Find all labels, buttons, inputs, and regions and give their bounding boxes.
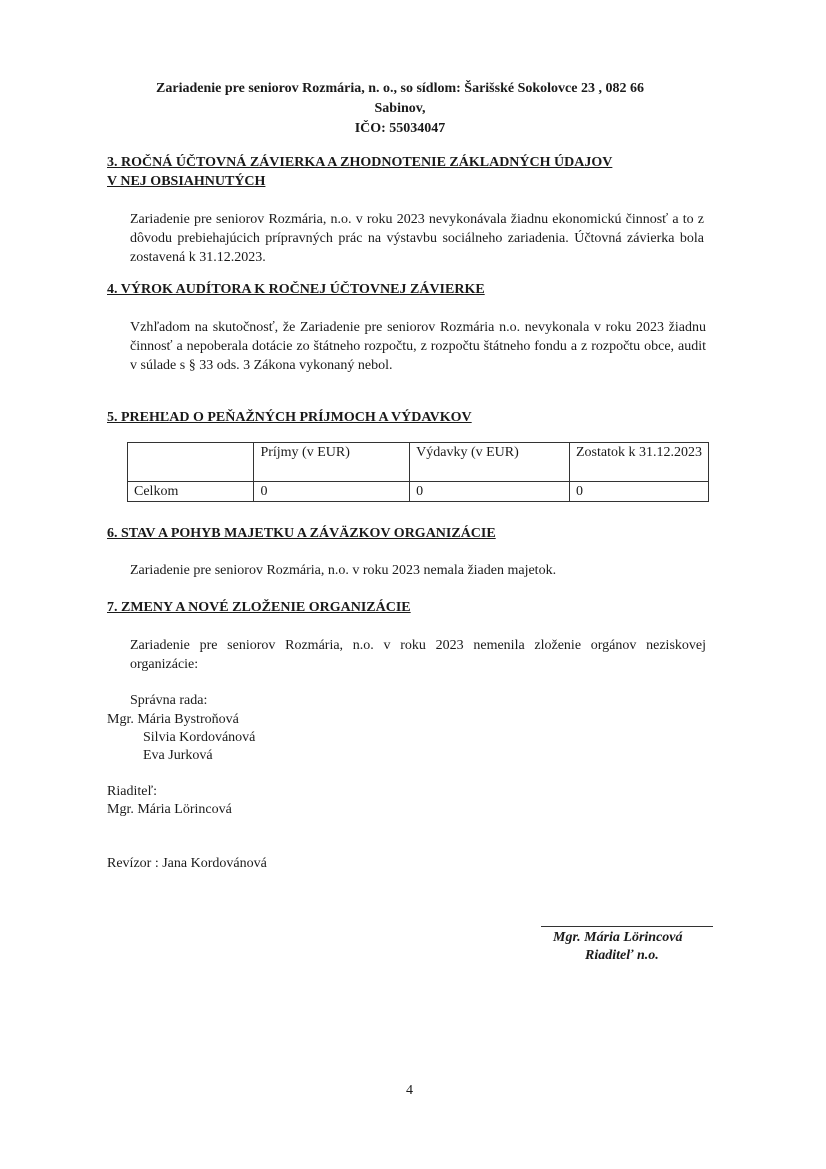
section6-heading: 6. STAV A POHYB MAJETKU A ZÁVÄZKOV ORGANIZÁCIE (107, 526, 496, 541)
section3-heading-line2: V NEJ OBSIAHNUTÝCH (107, 174, 266, 189)
table-cell: 0 (570, 482, 709, 502)
table-cell: Celkom (128, 482, 254, 502)
auditor: Revízor : Jana Kordovánová (107, 856, 267, 871)
org-header-line2: Sabinov, (374, 101, 426, 116)
signature-title: Riaditeľ n.o. (585, 948, 659, 963)
table-cell: 0 (254, 482, 410, 502)
section6-text: Zariadenie pre seniorov Rozmária, n.o. v roku 2023 nemala žiaden majetok. (130, 563, 557, 578)
director-label: Riaditeľ: (107, 784, 158, 799)
table-header-cell: Príjmy (v EUR) (254, 443, 410, 482)
table-header-row (128, 443, 709, 482)
section3-heading-line1: 3. ROČNÁ ÚČTOVNÁ ZÁVIERKA A ZHODNOTENIE ZÁKLADNÝCH ÚDAJOV (107, 155, 613, 170)
board-label: Správna rada: (130, 693, 208, 708)
org-header-line1: Zariadenie pre seniorov Rozmária, n. o., so sídlom: Šarišské Sokolovce 23 , 082 66 (156, 81, 644, 96)
section7-heading: 7. ZMENY A NOVÉ ZLOŽENIE ORGANIZÁCIE (107, 600, 411, 615)
table-cell: 0 (410, 482, 570, 502)
section4-heading: 4. VÝROK AUDÍTORA K ROČNEJ ÚČTOVNEJ ZÁVIERKE (107, 282, 485, 297)
section5-heading: 5. PREHĽAD O PEŇAŽNÝCH PRÍJMOCH A VÝDAVKOV (107, 410, 472, 425)
signature-line (541, 926, 713, 927)
page-number: 4 (406, 1083, 413, 1098)
org-ico: IČO: 55034047 (354, 121, 446, 136)
section7-text: Zariadenie pre seniorov Rozmária, n.o. v roku 2023 nemenila zloženie orgánov neziskovej organizácie: (130, 638, 706, 672)
director-name: Mgr. Mária Lörincová (107, 802, 232, 817)
board-member: Silvia Kordovánová (143, 730, 256, 745)
finance-table (127, 442, 709, 502)
table-header-cell: Výdavky (v EUR) (410, 443, 570, 482)
board-member: Mgr. Mária Bystroňová (107, 712, 239, 727)
table-header-cell: Zostatok k 31.12.2023 (570, 443, 709, 482)
section4-text: Vzhľadom na skutočnosť, že Zariadenie pre seniorov Rozmária n.o. nevykonala v roku 2023 žiadnu činnosť a nepoberala dotácie zo štátneho rozpočtu, z rozpočtu štátneho fondu a z rozpočtu obce, audit v súlade s § 33 ods. 3 Zákona vykonaný nebol. (130, 320, 706, 373)
signature-name: Mgr. Mária Lörincová (553, 930, 683, 945)
section3-text: Zariadenie pre seniorov Rozmária, n.o. v roku 2023 nevykonávala žiadnu ekonomickú činnosť a to z dôvodu prebiehajúcich prípravných prác na výstavbu sociálneho zariadenia. Účtovná závierka bola zostavená k 31.12.2023. (130, 212, 704, 265)
board-member: Eva Jurková (143, 748, 213, 763)
table-row (128, 482, 709, 502)
table-header-cell (128, 443, 254, 482)
org-header (100, 79, 700, 139)
